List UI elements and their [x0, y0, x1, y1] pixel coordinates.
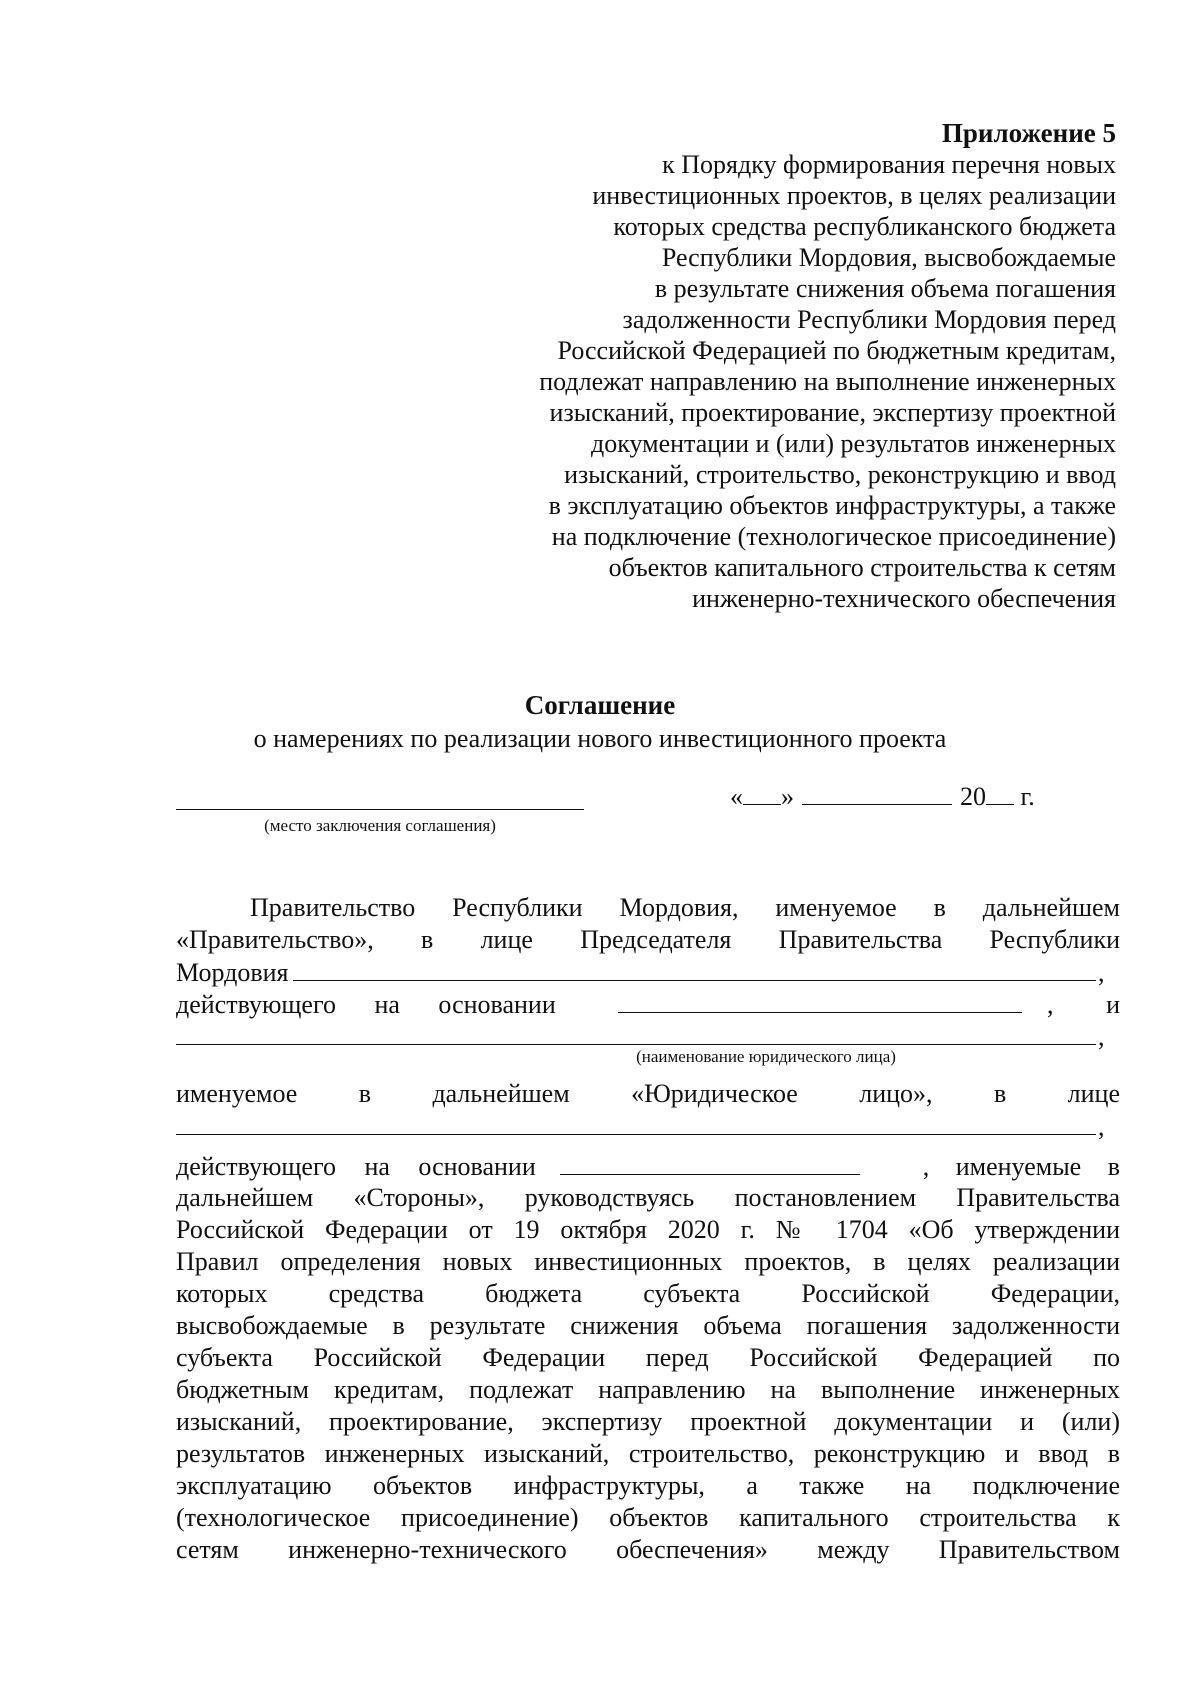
appendix-line: изысканий, проектирование, экспертизу проектной [549, 398, 1116, 427]
date-field [730, 782, 1035, 812]
appendix-title: Приложение 5 [941, 118, 1116, 148]
basis-blank-2 [560, 1150, 860, 1175]
body-line: «Правительство», в лице Председателя Правительства Республики [176, 925, 1120, 954]
chairman-name-blank [293, 956, 1096, 981]
appendix-line: Республики Мордовия, высвобождаемые [661, 243, 1116, 272]
place-caption: (место заключения соглашения) [264, 816, 496, 835]
body-line: сетям инженерно-технического обеспечения» между Правительством [176, 1535, 1120, 1564]
body-line-basis-2 [176, 1150, 1120, 1182]
body-line-mordovia [176, 956, 1120, 988]
year-blank [986, 782, 1014, 805]
year-prefix: 20 [960, 782, 986, 811]
quote-open: « [730, 782, 743, 811]
body-label: действующего на основании [176, 1152, 536, 1181]
appendix-line: которых средства республиканского бюджета [613, 212, 1116, 241]
agreement-subtitle: о намерениях по реализации нового инвестиционного проекта [253, 724, 947, 753]
legal-caption-row [176, 1047, 1120, 1078]
appendix-line: в результате снижения объема погашения [654, 274, 1116, 303]
body-label: действующего на основании [176, 990, 556, 1019]
appendix-line: на подключение (технологическое присоединение) [551, 522, 1116, 551]
appendix-header [430, 118, 1116, 614]
representative-blank [176, 1110, 1096, 1135]
body-label: Мордовия [176, 958, 289, 987]
appendix-line: Российской Федерацией по бюджетным кредитам, [557, 336, 1116, 365]
legal-entity-blank [176, 1020, 1096, 1045]
appendix-line: подлежат направлению на выполнение инженерных [539, 367, 1116, 396]
body-line: (технологическое присоединение) объектов капитального строительства к [176, 1503, 1120, 1532]
body-line: Правительство Республики Мордовия, именуемое в дальнейшем [250, 893, 1120, 922]
appendix-line: изысканий, строительство, реконструкцию и ввод [564, 460, 1116, 489]
body-line: дальнейшем «Стороны», руководствуясь постановлением Правительства [176, 1183, 1120, 1212]
appendix-line: документации и (или) результатов инженерных [590, 429, 1116, 458]
body-line: Правил определения новых инвестиционных проектов, в целях реализации [176, 1247, 1120, 1276]
quote-close: » [781, 782, 794, 811]
basis-blank [618, 988, 1022, 1013]
body-line: которых средства бюджета субъекта Российской Федерации, [176, 1279, 1120, 1308]
body-line: бюджетным кредитам, подлежат направлению на выполнение инженерных [176, 1375, 1120, 1404]
comma: , [1098, 1022, 1105, 1051]
body-line: эксплуатацию объектов инфраструктуры, а также на подключение [176, 1471, 1120, 1500]
body-line: высвобождаемые в результате снижения объема погашения задолженности [176, 1311, 1120, 1340]
body-line: результатов инженерных изысканий, строительство, реконструкцию и ввод в [176, 1439, 1120, 1468]
day-blank [743, 782, 781, 805]
appendix-line: задолженности Республики Мордовия перед [622, 305, 1116, 334]
body-word: , именуемые в [922, 1152, 1120, 1181]
appendix-line: инвестиционных проектов, в целях реализации [592, 181, 1116, 210]
appendix-line: объектов капитального строительства к сетям [608, 553, 1116, 582]
body-line: именуемое в дальнейшем «Юридическое лицо», в лице [176, 1079, 1120, 1108]
appendix-line: инженерно-технического обеспечения [692, 584, 1116, 613]
appendix-line: в эксплуатацию объектов инфраструктуры, а также [548, 491, 1116, 520]
year-suffix: г. [1020, 782, 1035, 811]
body-line-representative [176, 1110, 1120, 1150]
body-line: Российской Федерации от 19 октября 2020 г. № 1704 «Об утверждении [176, 1215, 1120, 1244]
comma: , [1046, 990, 1054, 1019]
body-word: и [1106, 990, 1120, 1019]
agreement-body [176, 892, 1120, 1566]
place-blank-line [176, 809, 584, 810]
appendix-line: к Порядку формирования перечня новых [662, 150, 1116, 179]
legal-entity-caption: (наименование юридического лица) [636, 1047, 896, 1066]
comma: , [1098, 1112, 1105, 1141]
month-blank [802, 782, 952, 805]
body-line-basis [176, 988, 1120, 1020]
agreement-title: Соглашение [524, 690, 676, 720]
comma: , [1098, 958, 1105, 987]
body-line: изысканий, проектирование, экспертизу проектной документации и (или) [176, 1407, 1120, 1436]
body-line: субъекта Российской Федерации перед Российской Федерацией по [176, 1343, 1120, 1372]
